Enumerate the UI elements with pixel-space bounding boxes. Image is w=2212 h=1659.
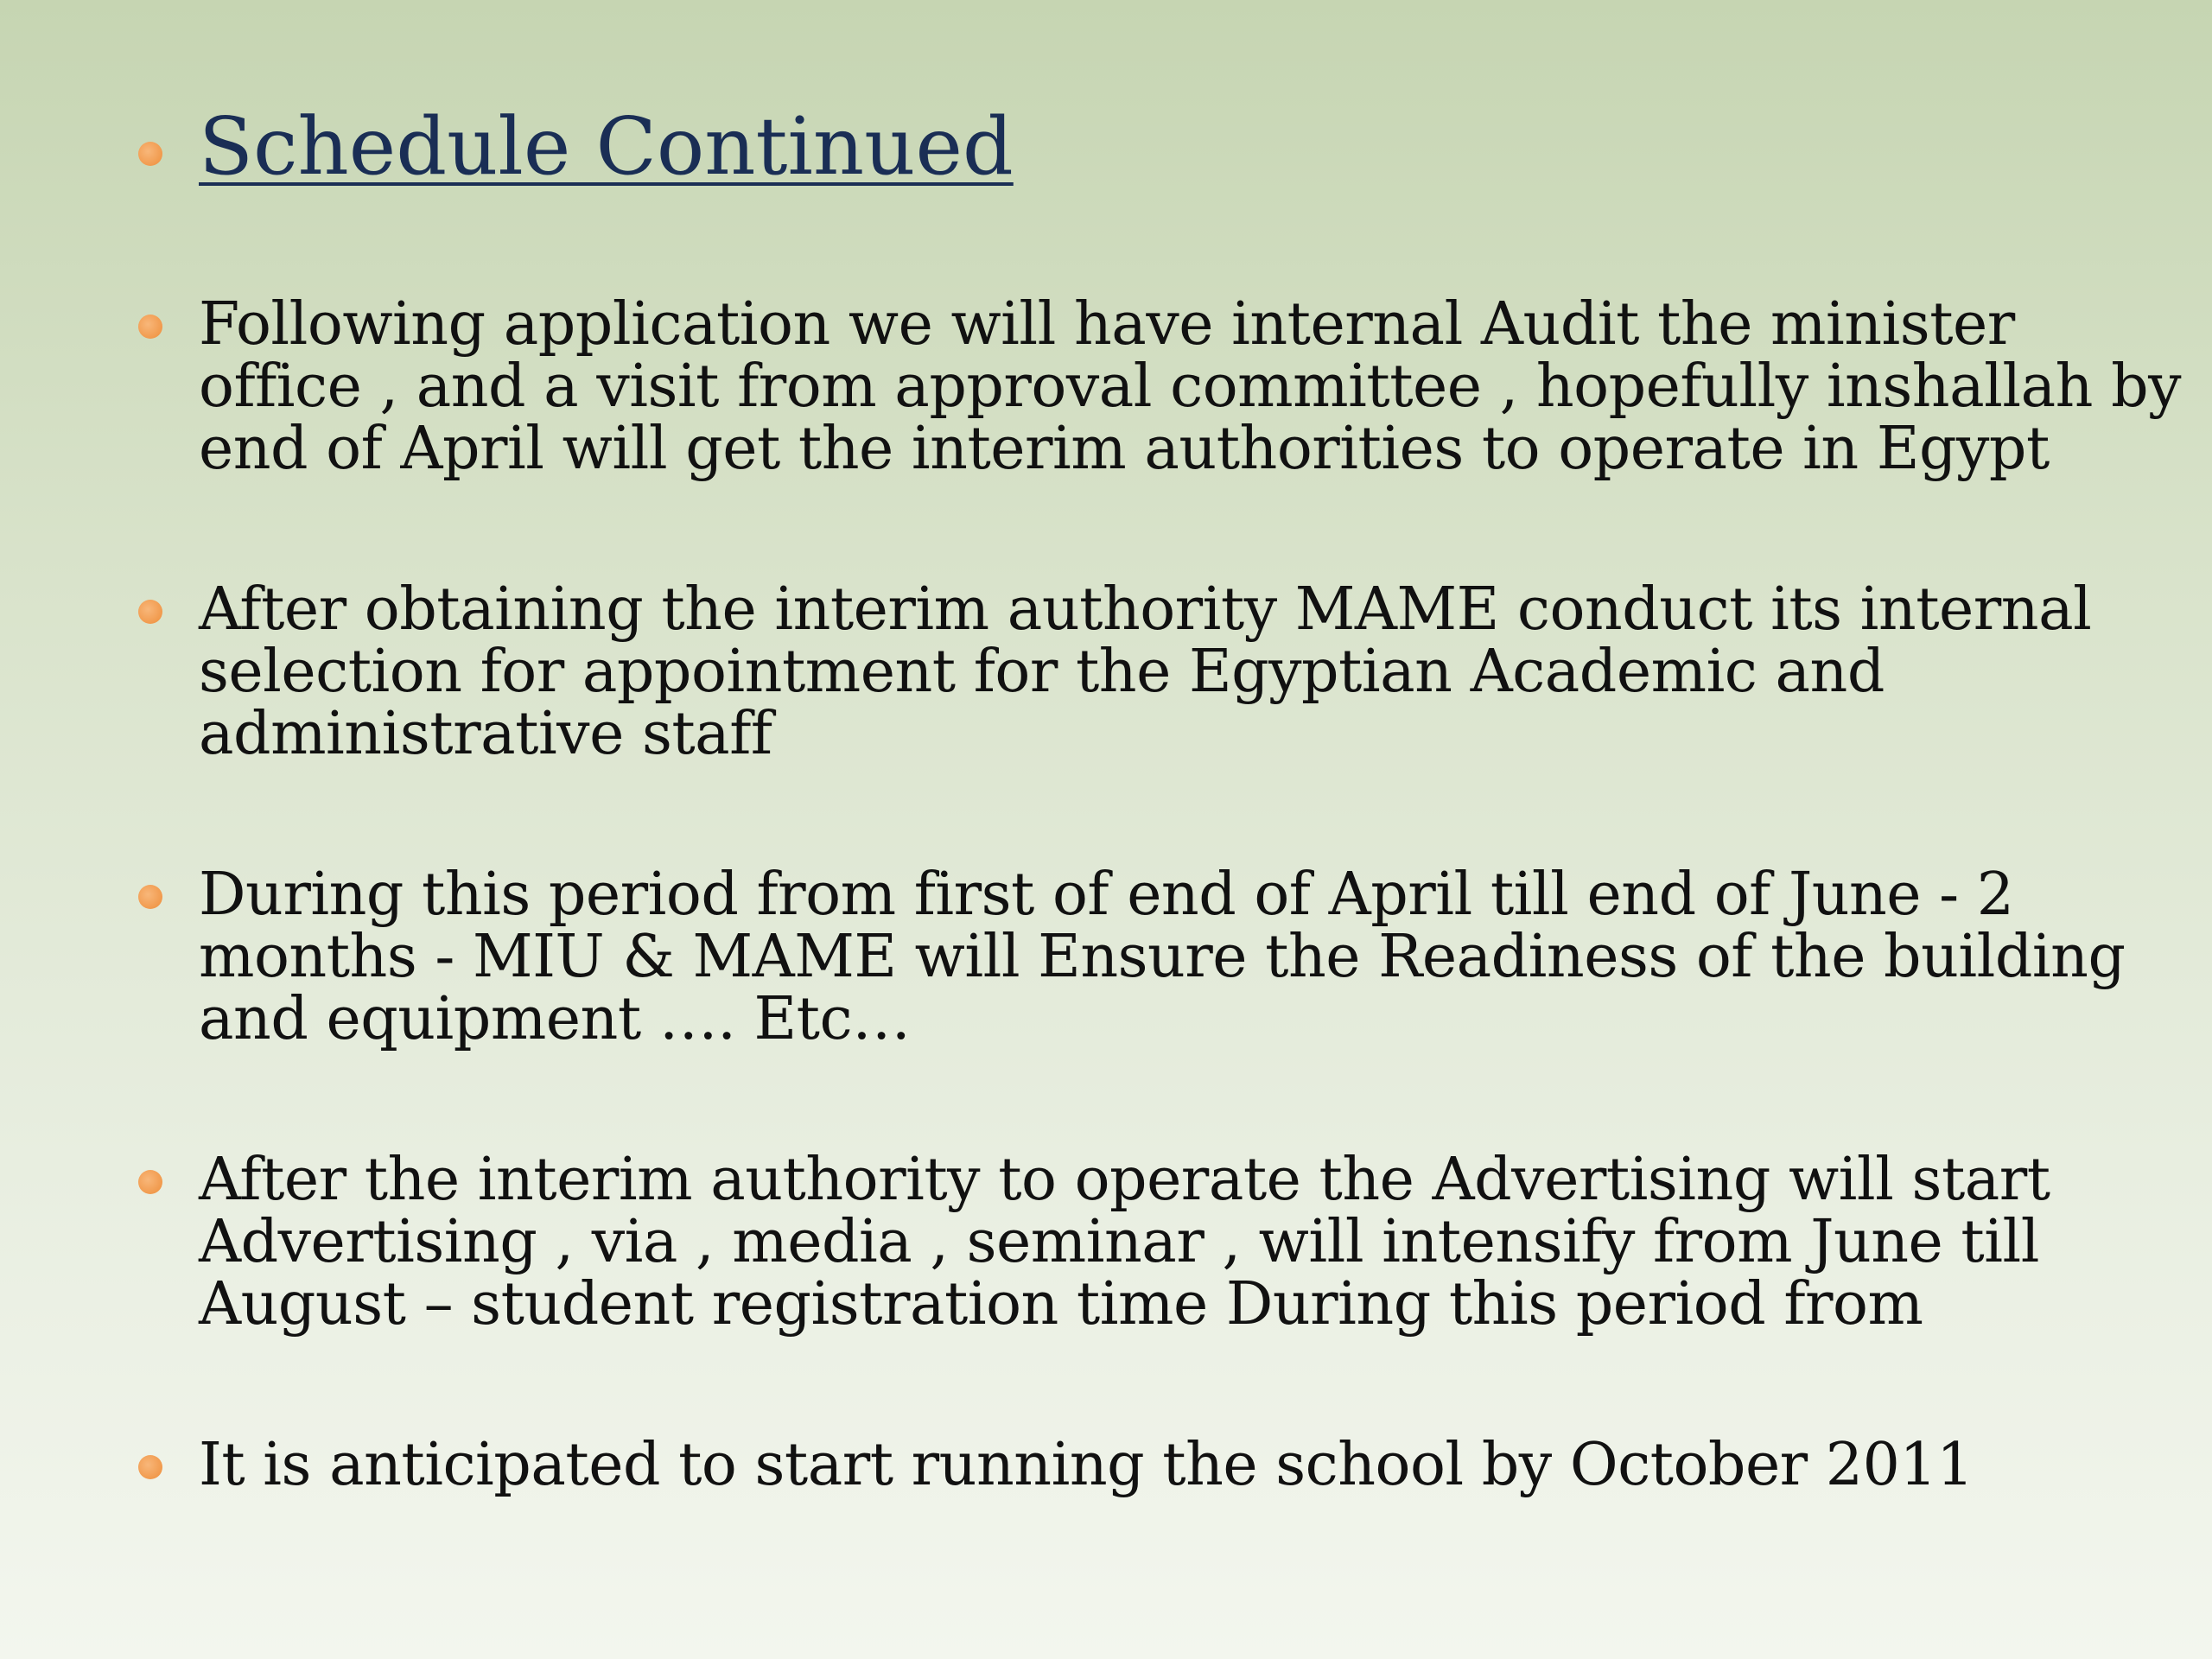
bullet-line: and equipment …. Etc…: [199, 985, 911, 1053]
bullet-line: After obtaining the interim authority MAME conduct its internal: [199, 575, 2092, 644]
bullet-line: office , and a visit from approval committee , hopefully inshallah by: [199, 353, 2182, 421]
bullet-icon: [138, 315, 162, 339]
bullet-item-1: [199, 290, 2182, 483]
bullet-icon: [138, 1170, 162, 1194]
bullet-icon: [138, 600, 162, 624]
bullet-line: After the interim authority to operate the Advertising will start: [199, 1146, 2050, 1214]
bullet-line: It is anticipated to start running the school by October 2011: [199, 1431, 1974, 1499]
bullet-line: Following application we will have internal Audit the minister: [199, 290, 2015, 359]
title-bullet-icon: [138, 142, 162, 166]
bullet-item-5: [199, 1431, 2152, 1499]
bullet-item-3: [199, 861, 2152, 1053]
bullet-icon: [138, 885, 162, 909]
bullet-line: end of April will get the interim authorities to operate in Egypt: [199, 415, 2050, 483]
bullet-icon: [138, 1455, 162, 1479]
bullet-item-2: [199, 575, 2152, 768]
bullet-line: During this period from first of end of April till end of June - 2: [199, 861, 2014, 929]
bullet-line: August – student registration time During this period from: [199, 1270, 1923, 1338]
slide-title: Schedule Continued: [199, 100, 1014, 193]
bullet-line: administrative staff: [199, 700, 772, 768]
bullet-line: months - MIU & MAME will Ensure the Readiness of the building: [199, 923, 2126, 991]
bullet-line: Advertising , via , media , seminar , will intensify from June till: [199, 1208, 2039, 1276]
bullet-line: selection for appointment for the Egyptian Academic and: [199, 638, 1885, 706]
bullet-item-4: [199, 1146, 2152, 1338]
